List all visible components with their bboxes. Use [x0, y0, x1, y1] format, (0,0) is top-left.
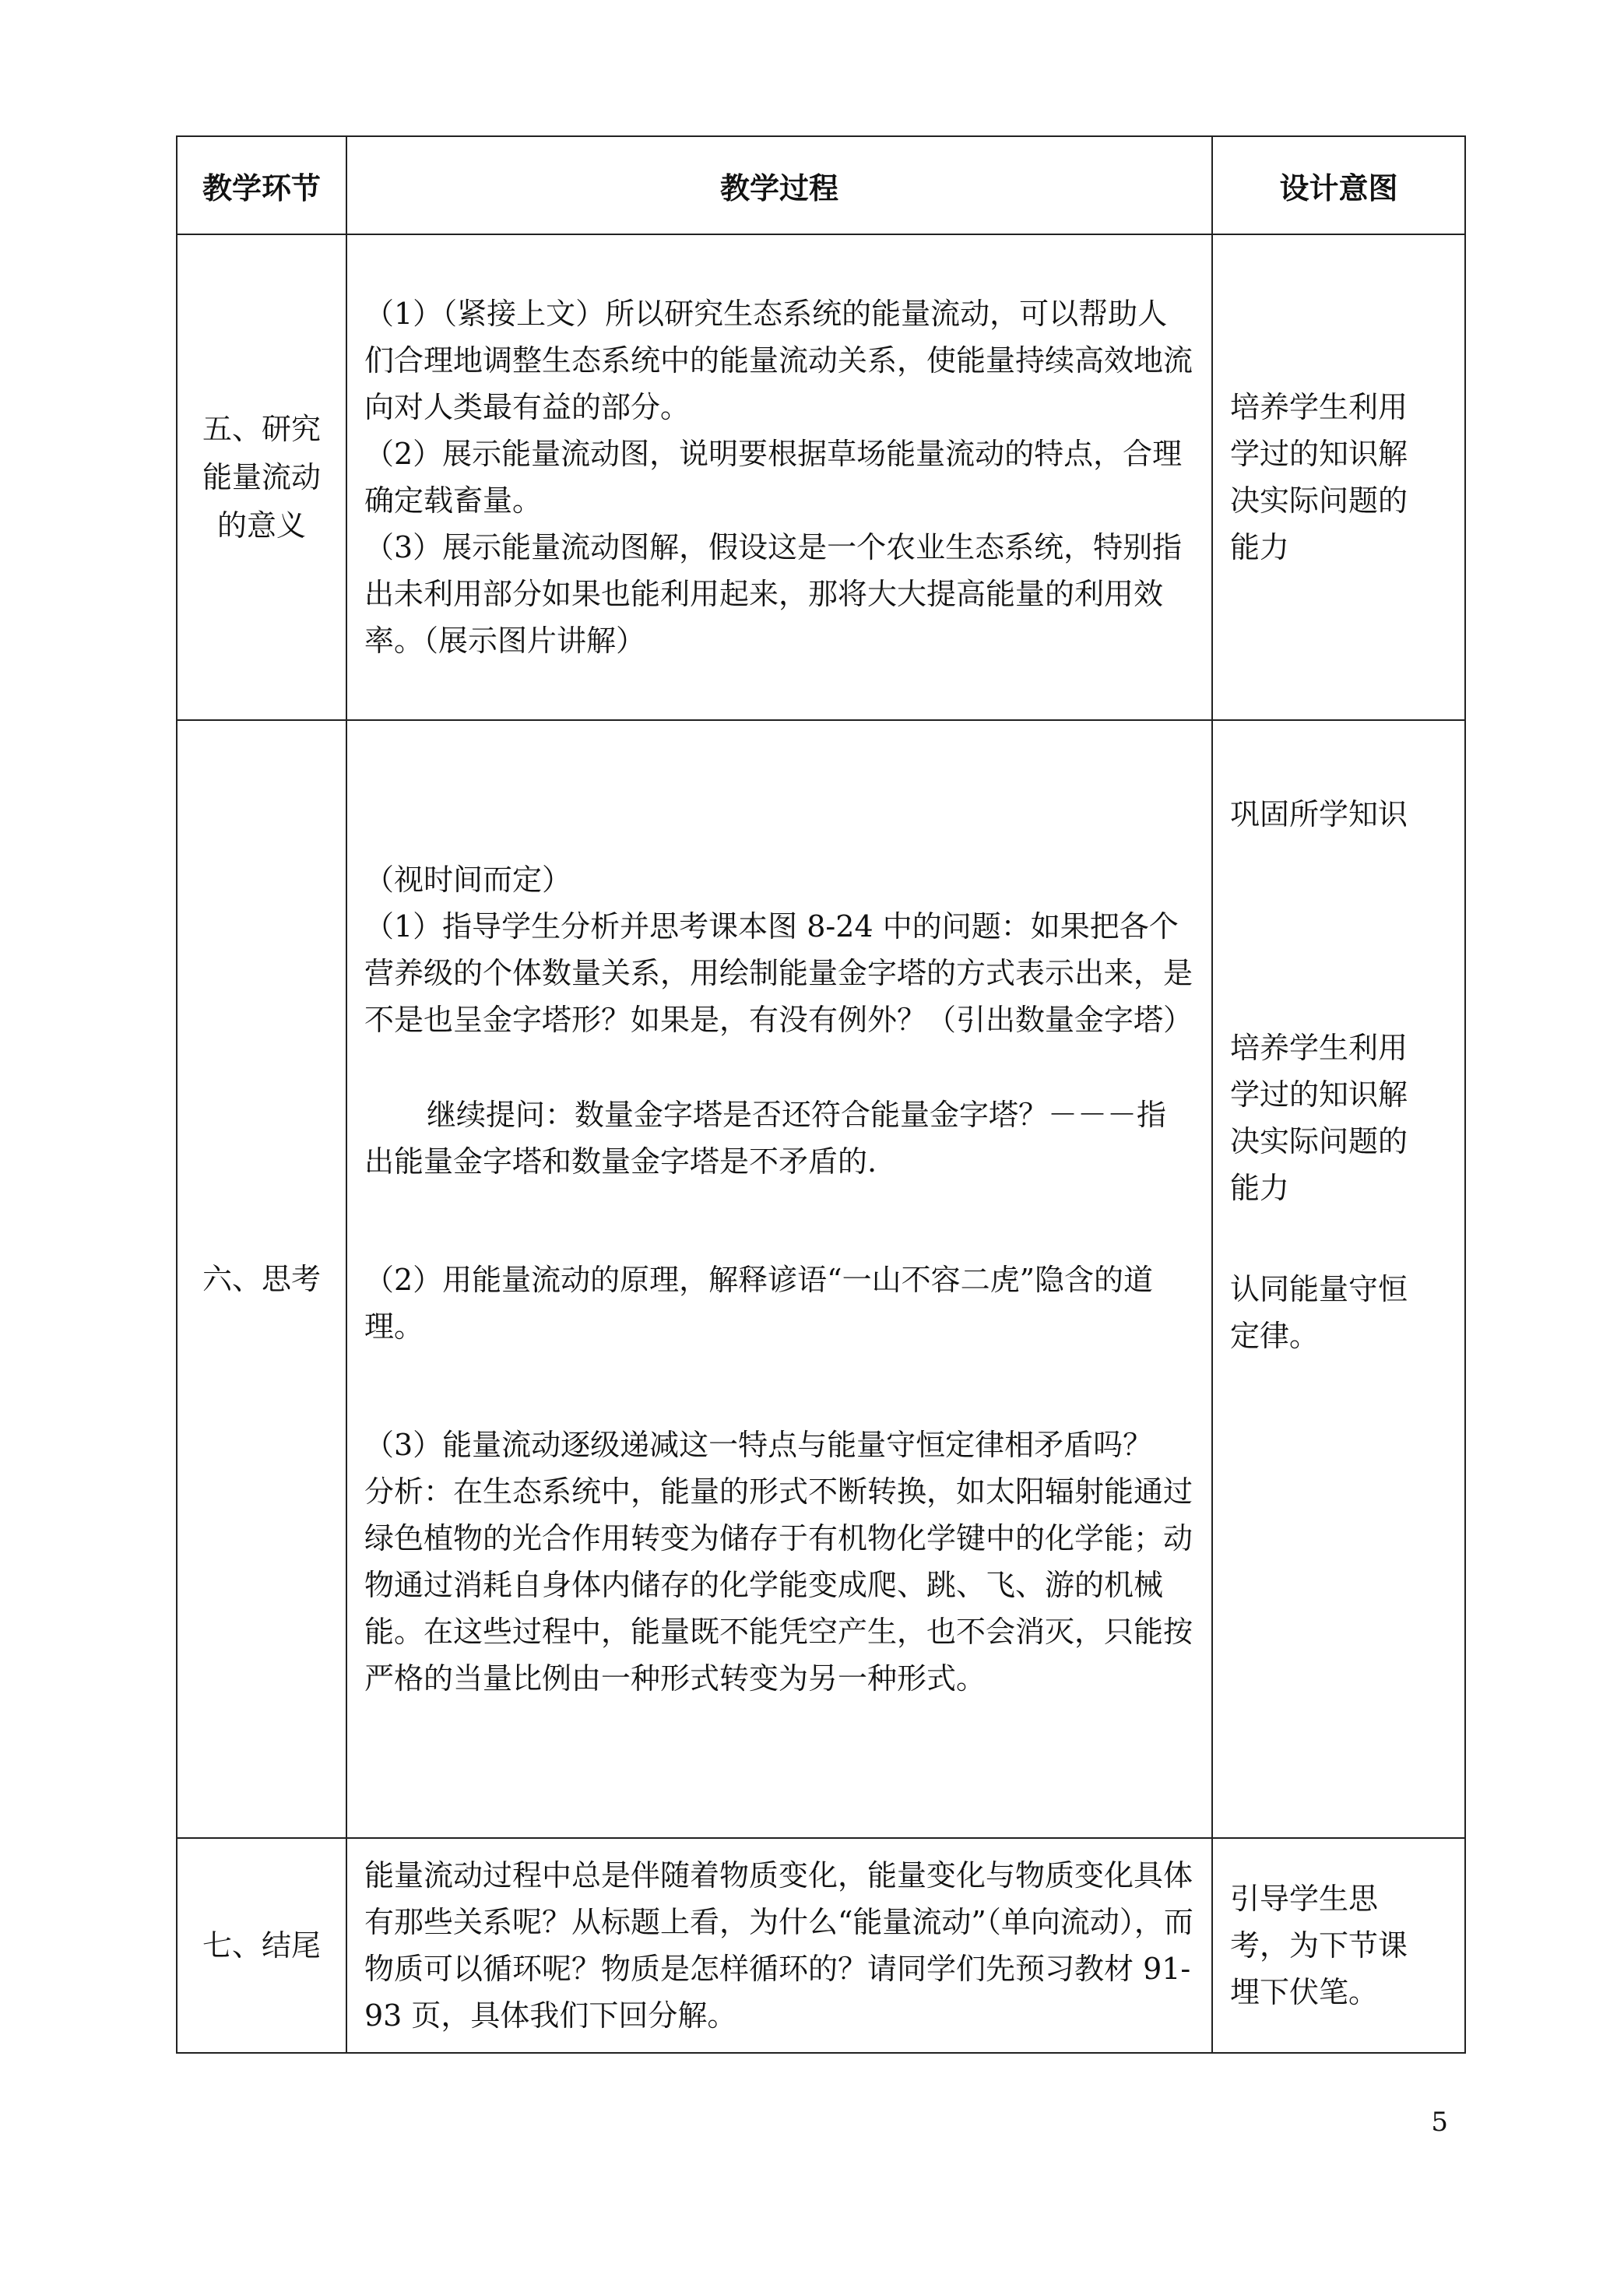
intent-cell: [1212, 1838, 1465, 2053]
table-row: [177, 234, 1465, 720]
intent-line: 决实际问题的: [1230, 483, 1408, 518]
process-paragraph: 继续提问：数量金字塔是否还符合能量金字塔？－－－指出能量金字塔和数量金字塔是不矛盾的.: [364, 1098, 1167, 1179]
process-paragraph: （1）指导学生分析并思考课本图 8-24 中的问题：如果把各个营养级的个体数量关系，用绘制能量金字塔的方式表示出来，是不是也呈金字塔形？如果是，有没有例外？（引出数量金字塔）: [364, 909, 1193, 1037]
intent-line: 考，为下节课: [1230, 1928, 1408, 1963]
intent-line: 认同能量守恒: [1230, 1272, 1408, 1306]
stage-line: 六、思考: [202, 1262, 321, 1296]
intent-line: 决实际问题的: [1230, 1124, 1408, 1158]
process-cell: [346, 234, 1212, 720]
header-process: 教学过程: [346, 136, 1212, 234]
stage-line: 五、研究: [202, 412, 321, 446]
process-paragraph: （1）（紧接上文）所以研究生态系统的能量流动，可以帮助人们合理地调整生态系统中的能量流动关系，使能量持续高效地流向对人类最有益的部分。: [364, 297, 1193, 424]
page-number: 5: [1431, 2107, 1448, 2138]
stage-cell: [177, 720, 346, 1838]
lesson-plan-table: [176, 135, 1466, 2054]
intent-cell: [1212, 234, 1465, 720]
process-paragraph: （视时间而定）: [364, 863, 572, 897]
header-intent: 设计意图: [1212, 136, 1465, 234]
table-row: [177, 1838, 1465, 2053]
intent-line: 能力: [1230, 530, 1290, 564]
intent-line: 培养学生利用: [1230, 1031, 1408, 1065]
stage-line: 能量流动: [202, 460, 321, 494]
stage-cell: [177, 1838, 346, 2053]
intent-line: 巩固所学知识: [1230, 797, 1408, 831]
process-paragraph: 能量流动过程中总是伴随着物质变化，能量变化与物质变化具体有那些关系呢？从标题上看，为什么“能量流动”（单向流动），而物质可以循环呢？物质是怎样循环的？请同学们先预习教材 91-93 页，具体我们下回分解。: [364, 1858, 1193, 2033]
intent-line: 培养学生利用: [1230, 390, 1408, 424]
intent-line: 定律。: [1230, 1319, 1320, 1353]
stage-line: 七、结尾: [202, 1928, 321, 1963]
table-row: [177, 720, 1465, 1838]
process-paragraph: （2）用能量流动的原理，解释谚语“一山不容二虎”隐含的道理。: [364, 1263, 1154, 1344]
intent-line: 学过的知识解: [1230, 1077, 1408, 1112]
process-paragraph: （3）能量流动逐级递减这一特点与能量守恒定律相矛盾吗？: [364, 1428, 1153, 1462]
process-paragraph: 分析：在生态系统中，能量的形式不断转换，如太阳辐射能通过绿色植物的光合作用转变为储存于有机物化学键中的化学能；动物通过消耗自身体内储存的化学能变成爬、跳、飞、游的机械能。在这些过程中，能量既不能凭空产生，也不会消灭，只能按严格的当量比例由一种形式转变为另一种形式。: [364, 1474, 1193, 1696]
table-header-row: [177, 136, 1465, 234]
stage-cell: [177, 234, 346, 720]
intent-line: 引导学生思: [1230, 1882, 1379, 1916]
process-cell: [346, 1838, 1212, 2053]
process-paragraph: （2）展示能量流动图，说明要根据草场能量流动的特点，合理确定载畜量。: [364, 437, 1183, 518]
intent-cell: [1212, 720, 1465, 1838]
intent-line: 学过的知识解: [1230, 437, 1408, 471]
process-paragraph: （3）展示能量流动图解，假设这是一个农业生态系统，特别指出未利用部分如果也能利用起来，那将大大提高能量的利用效率。（展示图片讲解）: [364, 530, 1183, 658]
process-cell: [346, 720, 1212, 1838]
stage-line: 的意义: [216, 508, 306, 543]
header-stage: 教学环节: [177, 136, 346, 234]
intent-line: 埋下伏笔。: [1230, 1975, 1379, 2009]
intent-line: 能力: [1230, 1171, 1290, 1205]
